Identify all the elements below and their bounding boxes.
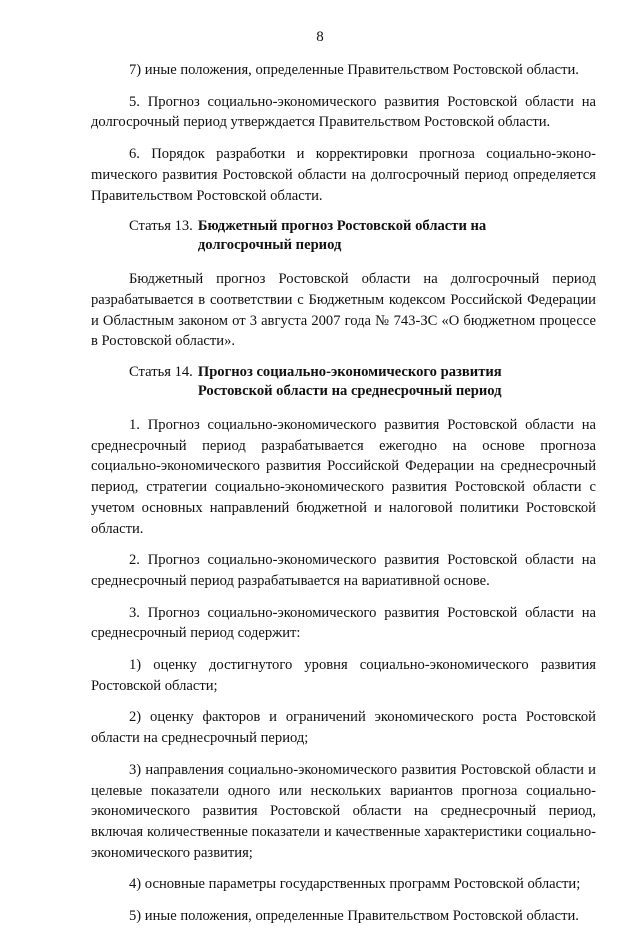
article-13-label: Статья 13. <box>129 218 193 235</box>
paragraph-budget-forecast: Бюджетный прогноз Ростовской области на долгосрочный период разрабатывается в соответствии с Бюджетным кодексом Российской Федерации и Областным законом от 3 августа 2007 года № 743-ЗС «О бюджетном процессе в Ростовской области». <box>91 271 596 350</box>
paragraph-clause-2: 2. Прогноз социально-экономического развития Ростовской области на среднесрочный период разрабатывается на вариативной основе. <box>91 552 596 589</box>
article-14-heading <box>91 363 596 400</box>
article-13-title-line-1: Бюджетный прогноз Ростовской области на <box>197 218 487 235</box>
article-13-title <box>198 217 486 254</box>
paragraph-item-7: 7) иные положения, определенные Правительством Ростовской области. <box>129 62 579 78</box>
paragraph-clause-1: 1. Прогноз социально-экономического развития Ростовской области на среднесрочный период разрабатывается ежегодно на основе прогноза социально-экономического развития Российской Федерации на среднесрочный период, стратегии социально-экономического развития Ростовской области с учетом основных направлений бюджетной и налоговой политики Ростовской области. <box>91 417 596 537</box>
document-body <box>91 60 596 938</box>
paragraph-item-3: 3) направления социально-экономического развития Ростовской области и целевые показатели одного или нескольких вариантов прогноза социально-экономического развития Ростовской области на среднесрочный период, включая количественные показатели и качественные характеристики социально-экономического развития; <box>91 761 596 861</box>
article-14-label: Статья 14. <box>129 364 193 381</box>
paragraph-clause-6: 6. Порядок разработки и корректировки прогноза социально-эконоmического развития Ростовской области на долгосрочный период определяется Правительством Ростовской области. <box>91 146 596 204</box>
paragraph-clause-3: 3. Прогноз социально-экономического развития Ростовской области на среднесрочный период содержит: <box>91 604 596 642</box>
paragraph-item-1: 1) оценку достигнутого уровня социально-экономического развития Ростовской области; <box>91 657 596 694</box>
article-13-heading <box>91 217 596 254</box>
article-14-title-line-2: Ростовской области на среднесрочный период <box>197 382 502 399</box>
paragraph-clause-5: 5. Прогноз социально-экономического развития Ростовской области на долгосрочный период утверждается Правительством Ростовской области. <box>91 93 596 131</box>
paragraph-item-5: 5) иные положения, определенные Правительством Ростовской области. <box>129 908 579 925</box>
article-14-title-line-1: Прогноз социально-экономического развития <box>197 364 502 381</box>
article-14-title <box>198 363 502 400</box>
page-number: 8 <box>316 29 324 45</box>
article-13-title-line-2: долгосрочный период <box>197 236 342 253</box>
paragraph-item-4: 4) основные параметры государственных программ Ростовской области; <box>129 876 581 893</box>
paragraph-item-2: 2) оценку факторов и ограничений экономического роста Ростовской области на среднесрочный период; <box>91 709 596 747</box>
